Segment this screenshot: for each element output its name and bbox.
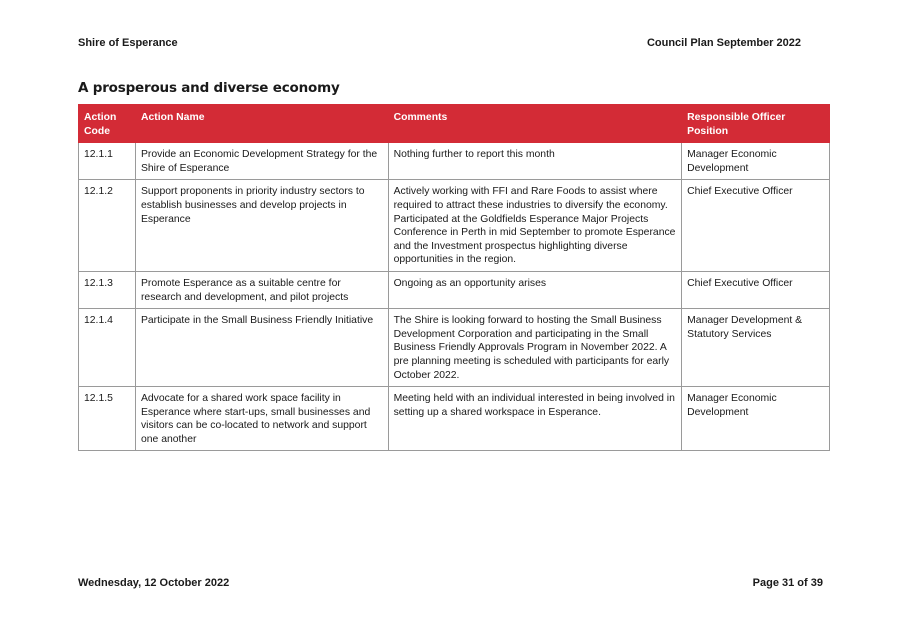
table-row (79, 143, 830, 180)
action-name: Promote Esperance as a suitable centre for research and development, and pilot projects (135, 271, 388, 308)
comments (388, 387, 682, 451)
comments (388, 143, 682, 180)
action-code: 12.1.5 (79, 387, 136, 451)
action-name: Participate in the Small Business Friendly Initiative (135, 309, 388, 387)
responsible-officer: Chief Executive Officer (682, 180, 830, 272)
comments (388, 180, 682, 272)
section-title: A prosperous and diverse economy (78, 80, 340, 96)
column-header-action-code: Action Code (79, 105, 136, 143)
table-header-row (79, 105, 830, 143)
responsible-officer: Manager Economic Development (682, 387, 830, 451)
table-row (79, 387, 830, 451)
column-header-responsible-officer: Responsible Officer Position (682, 105, 830, 143)
action-code: 12.1.2 (79, 180, 136, 272)
table-row (79, 271, 830, 308)
action-code: 12.1.4 (79, 309, 136, 387)
comment-line: The Shire is looking forward to hosting the Small Business Development Corporation and participating in the Small Business Friendly Approvals Program in November 2022. A pre planning meeting is scheduled with participants for early October 2022. (393, 315, 670, 381)
column-header-comments: Comments (388, 105, 682, 143)
header-organisation: Shire of Esperance (78, 37, 178, 49)
table-row (79, 309, 830, 387)
header-document-title: Council Plan September 2022 (646, 37, 801, 49)
table-row (79, 180, 830, 272)
column-header-action-name: Action Name (135, 105, 388, 143)
action-name: Support proponents in priority industry sectors to establish businesses and develop projects in Esperance (135, 180, 388, 272)
actions-table (78, 104, 830, 451)
action-name: Provide an Economic Development Strategy for the Shire of Esperance (135, 143, 388, 180)
action-code: 12.1.3 (79, 271, 136, 308)
table-body (79, 143, 830, 451)
responsible-officer: Chief Executive Officer (682, 271, 830, 308)
footer-page-number: Page 31 of 39 (752, 577, 823, 589)
comment-line: Participated at the Goldfields Esperance Major Projects Conference in Perth in mid September to promote Esperance and the Investment prospectus highlighting diverse opportunities in the region. (393, 213, 676, 266)
footer-date: Wednesday, 12 October 2022 (78, 577, 230, 589)
comments (388, 271, 682, 308)
comment-line: Nothing further to report this month (393, 149, 555, 161)
action-code: 12.1.1 (79, 143, 136, 180)
responsible-officer: Manager Development & Statutory Services (682, 309, 830, 387)
action-name: Advocate for a shared work space facility in Esperance where start-ups, small businesses and visitors can be co-located to network and support one another (135, 387, 388, 451)
comments (388, 309, 682, 387)
comment-line: Actively working with FFI and Rare Foods to assist where required to attract these industries to diversify the economy. (393, 186, 668, 211)
responsible-officer: Manager Economic Development (682, 143, 830, 180)
comment-line: Meeting held with an individual interested in being involved in setting up a shared workspace in Esperance. (393, 393, 675, 418)
comment-line: Ongoing as an opportunity arises (393, 277, 547, 289)
table-header (79, 105, 830, 143)
